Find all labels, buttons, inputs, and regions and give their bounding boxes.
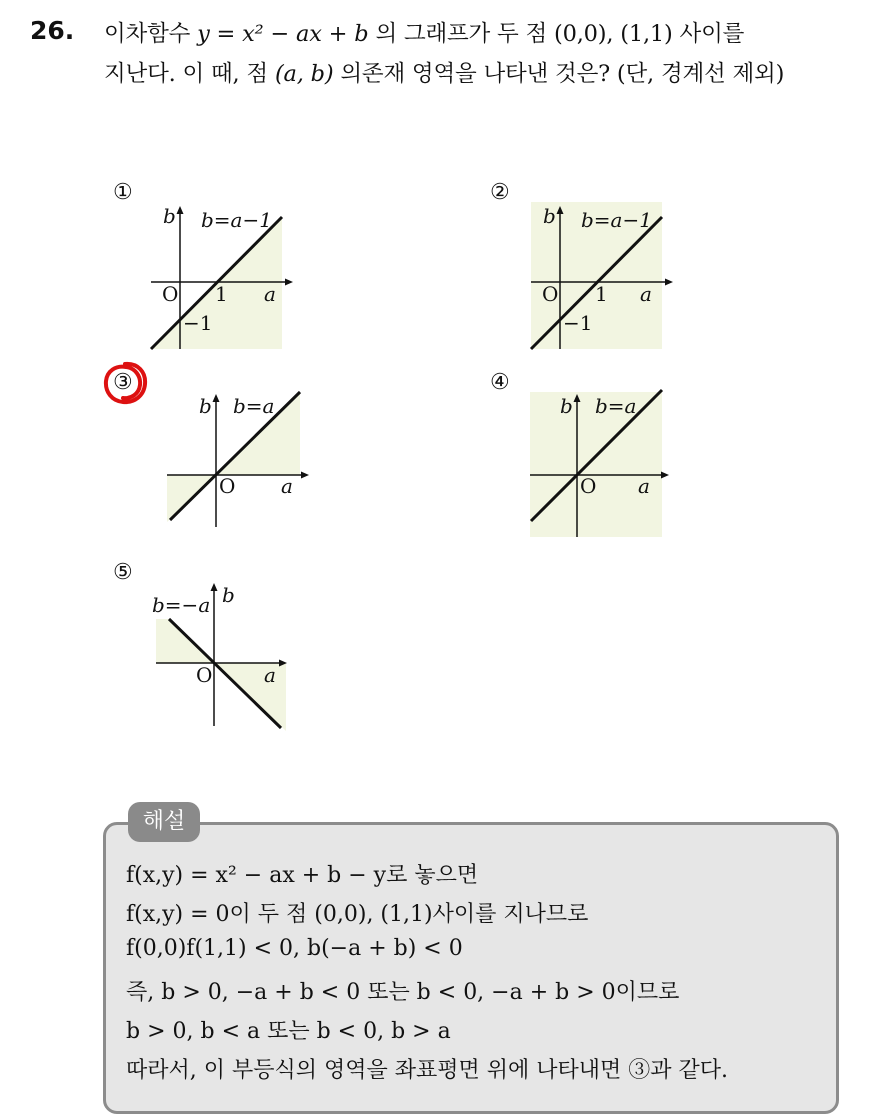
choice-3-line-label: b=a xyxy=(233,394,275,418)
choice-5-line-label: b=−a xyxy=(152,593,211,617)
choice-1-a-axis-arrow xyxy=(285,279,293,286)
choice-3-a-label: a xyxy=(281,474,293,498)
choice-5-origin-label: O xyxy=(196,663,213,687)
choice-3-b-label: b xyxy=(199,394,212,418)
choice-2-a-label: a xyxy=(640,282,652,306)
solution-line-1: f(x,y) = x² − ax + b − y로 놓으면 xyxy=(126,863,479,888)
question-number: 26. xyxy=(30,16,75,45)
choice-2-a-axis-arrow xyxy=(665,279,673,286)
choice-5-b-label: b xyxy=(222,583,235,607)
choice-1-graph[interactable] xyxy=(140,195,300,355)
choice-1-y-intercept-label: −1 xyxy=(183,311,213,335)
choice-2-y-intercept-label: −1 xyxy=(563,311,593,335)
solution-tag: 해설 xyxy=(128,802,200,842)
solution-line-3: f(0,0)f(1,1) < 0, b(−a + b) < 0 xyxy=(126,936,463,961)
choice-4-a-axis-arrow xyxy=(661,472,669,479)
choice-1-origin-label: O xyxy=(162,282,179,306)
choice-1-x-intercept-label: 1 xyxy=(215,282,228,306)
solution-line-4: 즉, b > 0, −a + b < 0 또는 b < 0, −a + b > 0이므로 xyxy=(126,980,680,1005)
choice-1-a-label: a xyxy=(264,282,276,306)
choice-2-line-label: b=a−1 xyxy=(581,208,652,232)
choice-1-b-axis-arrow xyxy=(177,206,184,214)
choice-1-b-label: b xyxy=(163,204,176,228)
solution-line-6: 따라서, 이 부등식의 영역을 좌표평면 위에 나타내면 ③과 같다. xyxy=(126,1058,728,1083)
choice-5-a-label: a xyxy=(264,663,276,687)
choice-5-b-axis-arrow xyxy=(211,583,218,591)
choice-5-number[interactable]: ⑤ xyxy=(113,560,133,585)
choice-3-b-axis-arrow xyxy=(213,394,220,402)
point-expression: (a, b) xyxy=(274,61,334,87)
choice-4-number[interactable]: ④ xyxy=(490,370,510,395)
solution-line-2: f(x,y) = 0이 두 점 (0,0), (1,1)사이를 지나므로 xyxy=(126,902,589,927)
choice-4-line-label: b=a xyxy=(595,394,637,418)
choice-2-origin-label: O xyxy=(542,282,559,306)
function-expression: y = x² − ax + b xyxy=(197,21,369,47)
choice-3-graph[interactable] xyxy=(160,385,320,545)
choice-3-a-axis-arrow xyxy=(301,472,309,479)
solution-line-5: b > 0, b < a 또는 b < 0, b > a xyxy=(126,1019,451,1044)
choice-4-origin-label: O xyxy=(580,474,597,498)
choice-1-number[interactable]: ① xyxy=(113,180,133,205)
choice-4-b-label: b xyxy=(560,394,573,418)
choice-3-number[interactable]: ③ xyxy=(113,370,133,395)
choice-2-b-label: b xyxy=(543,204,556,228)
choice-2-number[interactable]: ② xyxy=(490,180,510,205)
choice-4-graph[interactable] xyxy=(520,385,680,545)
choice-5-graph[interactable] xyxy=(146,576,306,736)
choice-2-graph[interactable] xyxy=(520,195,680,355)
choice-3-origin-label: O xyxy=(219,474,236,498)
choice-2-x-intercept-label: 1 xyxy=(595,282,608,306)
question-text-line-1: 이차함수 y = x² − ax + b 의 그래프가 두 점 (0,0), (1,1) 사이를 xyxy=(104,21,745,47)
choice-1-line-label: b=a−1 xyxy=(201,208,272,232)
choice-4-a-label: a xyxy=(638,474,650,498)
question-text-line-2: 지난다. 이 때, 점 (a, b) 의존재 영역을 나타낸 것은? (단, 경계선 제외) xyxy=(104,61,785,87)
